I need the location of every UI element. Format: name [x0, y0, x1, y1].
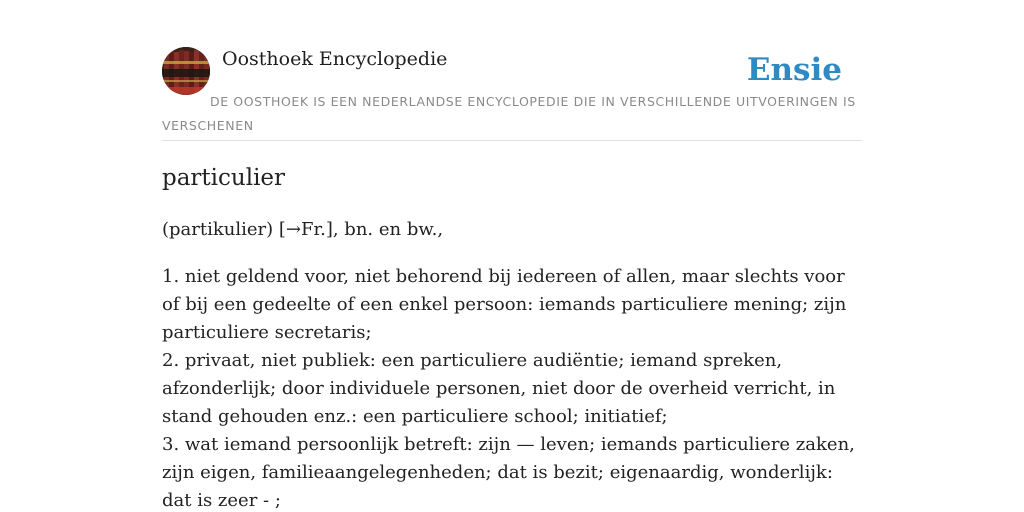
site-header [162, 46, 862, 141]
encyclopedia-books-icon[interactable] [162, 47, 210, 95]
ensie-logo-link[interactable]: Ensie [746, 52, 842, 88]
page-title: particulier [162, 165, 286, 191]
entry-definitions [162, 263, 864, 512]
definition-item: 2. privaat, niet publiek: een particuliere audiëntie; iemand spreken, afzonderlijk; door individuele personen, niet door de overheid verricht, in stand gehouden enz.: een particuliere school; initiatief; [162, 350, 836, 427]
definition-item: 3. wat iemand persoonlijk betreft: zijn — leven; iemands particuliere zaken, zijn eigen, familieaangelegenheden; dat is bezit; eigenaardig, wonderlijk: dat is zeer - ; [162, 434, 855, 511]
entry-lead: (partikulier) [→Fr.], bn. en bw., [162, 219, 444, 240]
site-title[interactable]: Oosthoek Encyclopedie [222, 48, 448, 70]
definition-item: 1. niet geldend voor, niet behorend bij iedereen of allen, maar slechts voor of bij een gedeelte of een enkel persoon: iemands particuliere mening; zijn particuliere secretaris; [162, 266, 847, 343]
site-tagline: DE OOSTHOEK IS EEN NEDERLANDSE ENCYCLOPEDIE DIE IN VERSCHILLENDE UITVOERINGEN IS VERSCHENEN [162, 94, 856, 133]
